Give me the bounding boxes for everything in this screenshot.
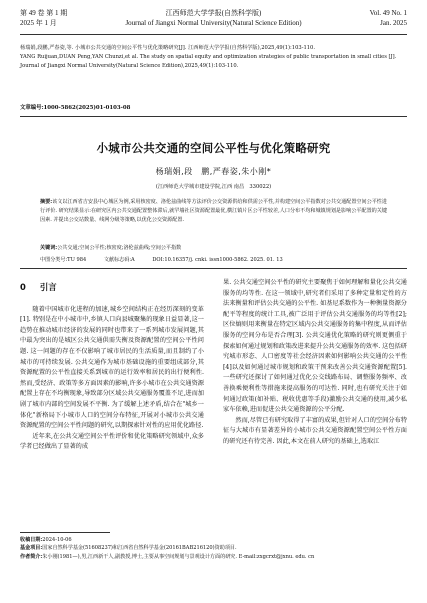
header-right [370, 8, 407, 28]
section-number: 0 [20, 282, 26, 292]
body-paragraph: 果. 公共交通空间公平性的研究主要聚焦于如何理解和量化公共交通服务的均等性. 在这一领域中,研究者们采用了多种定量和定性的方法来衡量和评估公共交通的公平性. 如基尼系数作为一种衡量资源分配平等程度的统计工具,被广泛用于评估公共交通服务的均等性[2];区位熵则用来衡量在特定区域内公共交通服务的集中程度,从而评估服务的空间分布是否合理[3]. 公共交通优化策略的研究则更侧重于探索如何通过规划和政策改进来提升公共交通服务的效率. 这包括研究城市形态、人口密度等社会经济因素如何影响公共交通的公平性[4]以及如何通过城市规划和政策干预来改善公共交通资源配置[5]. 一些研究还探讨了如何通过优化公交线路布局、调整服务频率、改善换乘便利性等措施来提高服务的可达性. 同时,也有研究关注于如何通过政策(如补贴、税收优惠等手段)激励公共交通的使用,减少私家车依赖,进而促进公共交通资源的公平分配. [223, 279, 407, 414]
keywords-label: 关键词: [40, 245, 58, 251]
abstract [40, 198, 387, 225]
author-affiliation: (江西师范大学城市建设学院,江西 南昌 330022) [155, 184, 272, 190]
header-rule [20, 34, 407, 35]
fund-info [20, 544, 407, 552]
issue-date-en: Jan. 2025 [380, 19, 407, 27]
citation-block [20, 44, 407, 71]
author-bio [20, 553, 407, 561]
abstract-label: 摘要: [40, 199, 53, 205]
citation-rule [20, 116, 407, 117]
header-center [100, 8, 327, 28]
received-label: 收稿日期: [20, 537, 43, 543]
body-paragraph: 随着中国城市化进程的加速,城乡空间结构正在经历深刻的变革[1]. 特别是在中小城市中,乡镇人口向县城聚集的现象日益显著,这一趋势在推动城市经济的发展的同时也带来了一系列城市发展问题,其中最为突出的是城区公共交通供需失衡及资源配置的空间公平性问题. 这一问题的存在不仅影响了城市居民的生活质量,而且制约了小城市的可持续发展. 公共交通作为城市基础设施的重要组成部分,其资源配置的公平性直接关系到城市的运行效率和居民的出行便利性. 然而,受经济、政策等多方面因素的影响,许多小城市在公共交通资源配置上存在不均衡现象,导致部分区域公共交通服务覆盖不足,进而加剧了城市内部的空间发展不平衡. 为了缓解上述矛盾,结合在"城乡一体化"新格局下小城市人口的空间分布特征,开展对小城市公共交通资源配置的空间公平性问题的研究,以期探索针对性的应用优化路径. [20, 305, 204, 430]
citation-en: YANG Ruijuan,DUAN Peng,YAN Chunzi,et al. The study on spatial equity and optimization strategies of public transportation in small cities [J]. Journal of Jiangxi Normal University(Natural Science Edition),2025,49(1):103-110. [20, 54, 397, 69]
paper-title: 小城市公共交通的空间公平性与优化策略研究 [96, 141, 331, 155]
left-column [20, 278, 204, 453]
paper-authors: 杨瑞娟,段 鹏,严春姿,朱小刚* [155, 167, 272, 176]
received-date [20, 536, 407, 544]
citation-cn: 杨瑞娟,段鹏,严春姿,等. 小城市公共交通的空间公平性与优化策略研究[J]. 江西师范大学学报(自然科学版),2025,49(1):103-110. [20, 45, 315, 51]
keywords [40, 244, 387, 251]
section-title: 引言 [39, 282, 57, 292]
received-value: 2024-10-06 [42, 537, 72, 543]
section-heading [20, 282, 204, 293]
journal-name-cn: 江西师范大学学报(自然科学版) [165, 9, 262, 17]
article-number: 文章编号:1000-5862(2025)01-0103-08 [20, 105, 131, 111]
clc-number: 中图分类号:TU 984 [40, 257, 87, 263]
volume-issue-en: Vol. 49 No. 1 [369, 9, 407, 17]
running-header [20, 8, 407, 34]
classification-meta [40, 256, 387, 263]
body-paragraph: 近年来,在公共交通空间公平性评价和优化策略研究领域中,众多学者已经做出了显著的成 [20, 432, 204, 451]
fund-label: 基金项目: [20, 545, 43, 552]
footnote-rule [20, 532, 110, 533]
body-paragraph: 然而,尽管已有研究取得了丰富的成果,但针对人口的空间分布特征与大城市有显著差异的小城市公共交通资源配置空间公平性方面的研究还有待完善. 因此,本文在前人研究的基础上,选取江 [223, 416, 407, 445]
right-column [223, 278, 407, 448]
fund-value: 国家自然科学基金(51608237)和江西省自然科学基金(20161BAB216120)资助项目. [42, 545, 237, 552]
doi: DOI:10.16357/j. cnki. issn1000-5862. 2025. 01. 13 [152, 257, 283, 263]
abstract-rule [20, 268, 407, 269]
footnotes [20, 536, 407, 561]
author-bio-label: 作者简介: [20, 553, 43, 560]
document-code: 文献标志码:A [103, 257, 135, 263]
header-left [20, 8, 67, 28]
issue-date: 2025 年 1 月 [20, 19, 57, 27]
author-bio-value: 朱小刚(1981—),男,江西新干人,副教授,博士,主要从事空间规划与景观设计方面的研究. E-mail:zxgcrxt@jxnu. edu. cn [42, 553, 315, 560]
journal-name-en: Journal of Jiangxi Normal University(Natural Science Edition) [125, 19, 302, 27]
volume-issue: 第 49 卷 第 1 期 [20, 9, 68, 17]
keywords-text: 公共交通;空间公平性;核密度;洛伦兹曲线;空间公平指数 [57, 245, 182, 251]
abstract-text: 该文以江西省吉安县中心城区为例,采用核密度、洛伦兹曲线等方法评价公交资源供给和供需公平性,并构建空间公平指数对公共交通配置空间公平性进行评价. 研究结果显示:在研究区内公共交通配置整体滞后,就罕墙社区资源配置最优,横江镇片区公平性较差,人口分布不均和城镇规划是影响公平配置的关键因素. 并提出公交站数量、线网分级等策略,以优化公交资源配置. [40, 199, 387, 223]
